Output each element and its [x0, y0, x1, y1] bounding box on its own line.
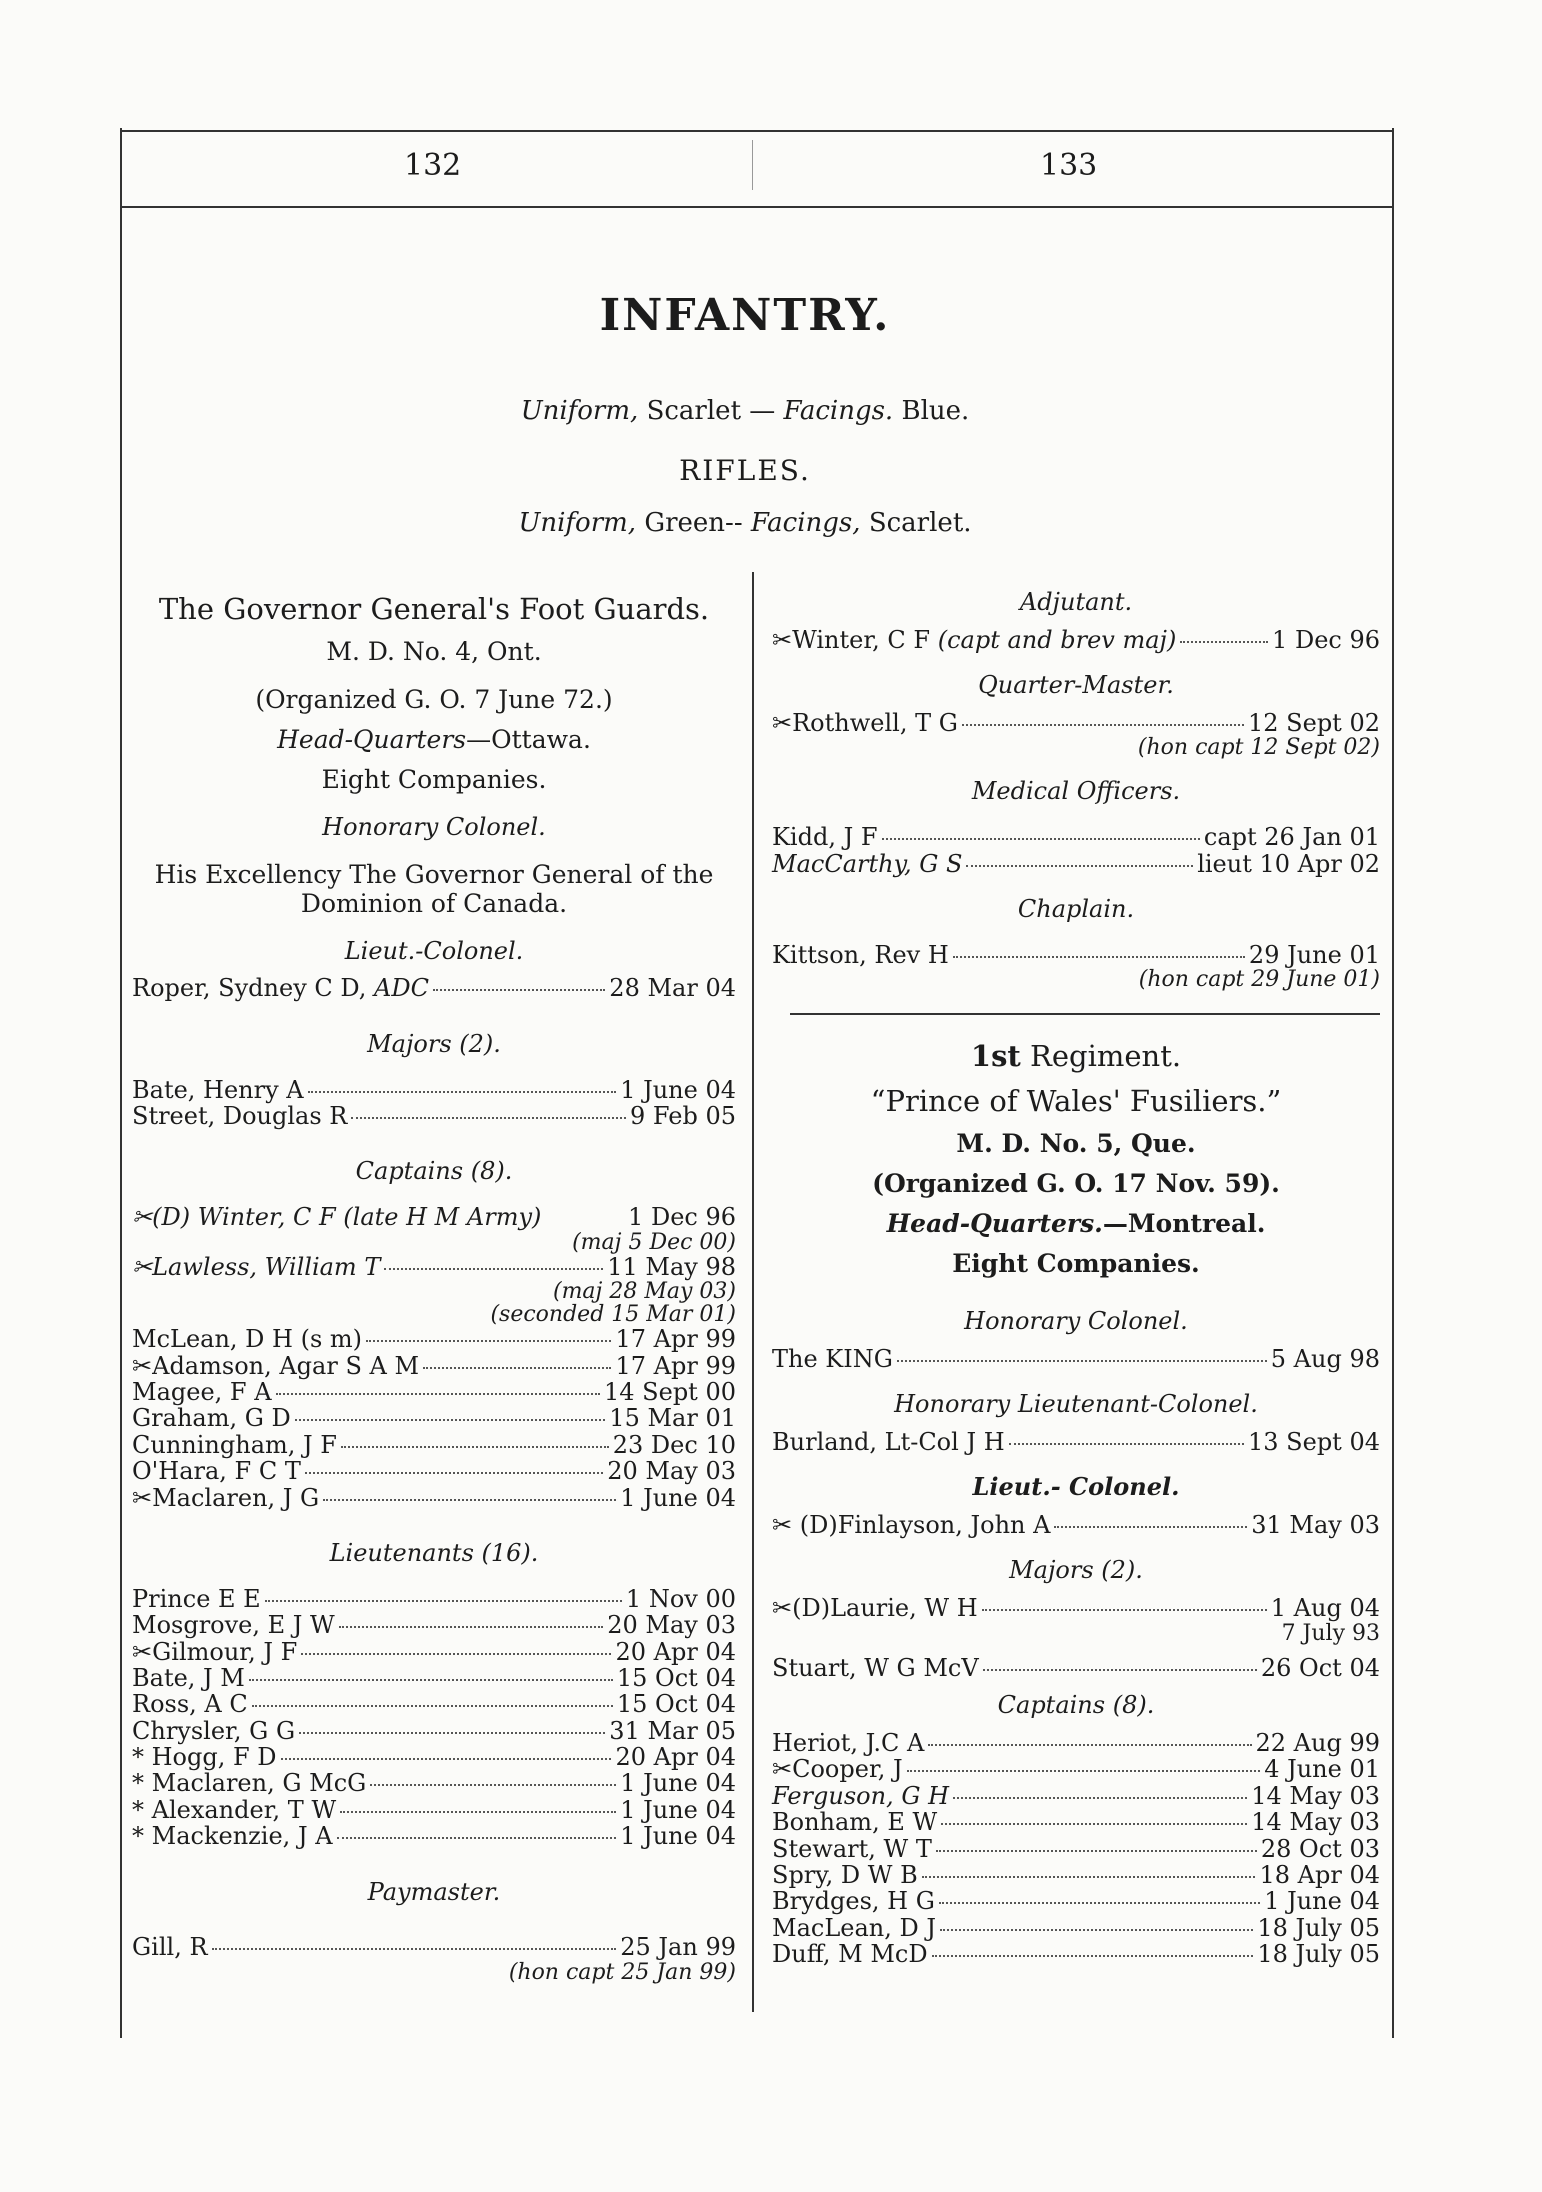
list-item — [132, 1797, 736, 1823]
entry-date: 22 Aug 99 — [1255, 1728, 1380, 1757]
left-md: M. D. No. 4, Ont. — [326, 636, 542, 666]
left-captains-list — [132, 1326, 736, 1511]
rifles-facings-value: Scarlet. — [868, 508, 972, 538]
entry-date: 20 May 03 — [607, 1611, 736, 1640]
entry-name: ✂Rothwell, T G — [772, 708, 958, 737]
captain-lawless-entry — [132, 1254, 736, 1280]
left-paymaster-note: (hon capt 25 Jan 99) — [508, 1959, 736, 1985]
leader-dots — [928, 1744, 1251, 1746]
right-md: M. D. No. 5, Que. — [956, 1128, 1196, 1158]
leader-dots — [308, 1091, 617, 1093]
list-item — [132, 1586, 736, 1612]
entry-date: 23 Dec 10 — [612, 1430, 736, 1459]
right-major-laurie-entry — [772, 1595, 1380, 1621]
rifles-uniform-label: Uniform, — [518, 508, 637, 538]
entry-name: Spry, D W B — [772, 1860, 918, 1889]
right-major-stuart-entry — [772, 1655, 1380, 1681]
list-item — [772, 1809, 1380, 1835]
entry-date: 17 Apr 99 — [615, 1351, 736, 1380]
entry-name: MacLean, D J — [772, 1913, 936, 1942]
entry-name: Brydges, H G — [772, 1887, 935, 1916]
rifles-title: RIFLES. — [679, 454, 811, 487]
entry-date: 29 June 01 — [1248, 940, 1380, 969]
entry-date: 14 May 03 — [1251, 1808, 1380, 1837]
list-item — [132, 1353, 736, 1379]
leader-dots — [337, 1837, 617, 1839]
left-majors-list — [132, 1077, 736, 1130]
leader-dots — [212, 1948, 617, 1950]
entry-date: capt 26 Jan 01 — [1203, 823, 1380, 852]
regiment-separator — [790, 1013, 1380, 1015]
left-honorary-colonel-heading: Honorary Colonel. — [322, 812, 546, 841]
right-qm-note: (hon capt 12 Sept 02) — [1137, 735, 1380, 761]
leader-dots — [940, 1929, 1253, 1931]
leader-dots — [370, 1784, 616, 1786]
right-hq-label: Head-Quarters. — [886, 1208, 1103, 1238]
left-companies: Eight Companies. — [321, 764, 547, 794]
entry-name: Bate, Henry A — [132, 1075, 304, 1104]
entry-name: ✂(D)Laurie, W H — [772, 1594, 978, 1623]
entry-date: 18 July 05 — [1257, 1913, 1380, 1942]
entry-date: 20 Apr 04 — [615, 1637, 736, 1666]
list-item — [132, 1639, 736, 1665]
entry-date: 26 Oct 04 — [1260, 1653, 1380, 1682]
entry-date: 4 June 01 — [1264, 1755, 1380, 1784]
leader-dots — [366, 1340, 611, 1342]
rifles-uniform-value: Green-- — [644, 508, 743, 538]
uniform-label: Uniform, — [520, 396, 639, 426]
list-item — [772, 1915, 1380, 1941]
entry-date: 15 Oct 04 — [616, 1663, 736, 1692]
left-lt-col-entry — [132, 975, 736, 1001]
entry-date: 28 Mar 04 — [609, 974, 736, 1003]
entry-name: Ross, A C — [132, 1690, 248, 1719]
left-hq-label: Head-Quarters — [277, 724, 467, 754]
right-column — [772, 588, 1380, 1967]
leader-dots — [341, 1446, 609, 1448]
leader-dots — [281, 1758, 612, 1760]
entry-name: ✂Gilmour, J F — [132, 1637, 298, 1666]
list-item — [132, 1823, 736, 1849]
list-item — [772, 1888, 1380, 1914]
list-item — [132, 1612, 736, 1638]
entry-date: 1 Dec 96 — [628, 1203, 736, 1232]
entry-name: Duff, M McD — [772, 1940, 928, 1969]
entry-date: 1 Aug 04 — [1270, 1594, 1380, 1623]
left-hq-value: —Ottawa. — [466, 724, 591, 754]
facings-label: Facings. — [783, 396, 894, 426]
entry-date: 13 Sept 04 — [1248, 1427, 1380, 1456]
list-item — [132, 1485, 736, 1511]
right-major-laurie-date2: 7 July 93 — [1281, 1620, 1380, 1646]
uniform-line — [0, 396, 1490, 426]
list-item — [772, 824, 1380, 850]
leader-dots — [299, 1732, 605, 1734]
entry-name: Ferguson, G H — [772, 1781, 950, 1810]
right-hon-lt-col-entry — [772, 1429, 1380, 1455]
unit-name-foot-guards: The Governor General's Foot Guards. — [158, 592, 710, 626]
right-companies: Eight Companies. — [952, 1248, 1200, 1278]
left-honorary-colonel-line1: His Excellency The Governor General of the — [154, 859, 714, 889]
entry-name: * Alexander, T W — [132, 1795, 337, 1824]
left-paymaster-heading: Paymaster. — [367, 1877, 501, 1906]
right-organized: (Organized G. O. 17 Nov. 59). — [872, 1168, 1280, 1198]
entry-date: 1 June 04 — [620, 1483, 736, 1512]
entry-date: 25 Jan 99 — [620, 1933, 736, 1962]
leader-dots — [295, 1419, 606, 1421]
left-organized: (Organized G. O. 7 June 72.) — [255, 684, 613, 714]
entry-name: Gill, R — [132, 1933, 208, 1962]
right-hq-value: —Montreal. — [1102, 1208, 1266, 1238]
leader-dots — [882, 838, 1200, 840]
captain-winter-entry — [132, 1204, 736, 1230]
entry-name: ✂Adamson, Agar S A M — [132, 1351, 420, 1380]
entry-date: 1 Nov 00 — [625, 1584, 736, 1613]
entry-date: 9 Feb 05 — [630, 1101, 736, 1130]
leader-dots — [897, 1360, 1267, 1362]
entry-date: 1 June 04 — [1264, 1887, 1380, 1916]
facings-value: Blue. — [901, 396, 970, 426]
entry-date: 1 June 04 — [620, 1795, 736, 1824]
list-item — [132, 1665, 736, 1691]
entry-date: 15 Oct 04 — [616, 1690, 736, 1719]
entry-name: O'Hara, F C T — [132, 1457, 301, 1486]
entry-name: Kittson, Rev H — [772, 940, 949, 969]
entry-name: Stewart, W T — [772, 1834, 932, 1863]
rifles-uniform-line — [0, 508, 1490, 538]
leader-dots — [265, 1600, 622, 1602]
list-item — [772, 851, 1380, 877]
left-paymaster-entry — [132, 1934, 736, 1960]
list-item — [132, 1718, 736, 1744]
leader-dots — [962, 724, 1244, 726]
entry-date: 1 June 04 — [620, 1075, 736, 1104]
entry-name: Bate, J M — [132, 1663, 245, 1692]
entry-name: Magee, F A — [132, 1378, 272, 1406]
entry-date: 28 Oct 03 — [1260, 1834, 1380, 1863]
entry-name: * Mackenzie, J A — [132, 1822, 333, 1851]
list-item — [772, 1862, 1380, 1888]
right-hon-lt-col-heading: Honorary Lieutenant-Colonel. — [894, 1390, 1258, 1419]
leader-dots — [922, 1876, 1256, 1878]
list-item — [132, 1691, 736, 1717]
entry-date: 14 Sept 00 — [604, 1378, 736, 1406]
leader-dots — [907, 1770, 1261, 1772]
right-qm-heading: Quarter-Master. — [978, 671, 1174, 700]
leader-dots — [323, 1499, 616, 1501]
entry-name: ✂Maclaren, J G — [132, 1483, 320, 1512]
right-hq — [772, 1209, 1380, 1239]
leader-dots — [384, 1268, 603, 1270]
entry-name: Cunningham, J F — [132, 1430, 337, 1459]
page-number-left: 132 — [404, 148, 462, 183]
entry-name: * Hogg, F D — [132, 1743, 277, 1772]
entry-date: 18 July 05 — [1257, 1940, 1380, 1969]
list-item — [772, 1730, 1380, 1756]
list-item — [132, 1744, 736, 1770]
left-lieutenants-heading: Lieutenants (16). — [329, 1538, 539, 1567]
page-title: INFANTRY. — [599, 290, 891, 341]
right-honorary-colonel-heading: Honorary Colonel. — [964, 1306, 1188, 1335]
list-item — [132, 1103, 736, 1129]
list-item — [132, 1458, 736, 1484]
entry-name: ✂(D) Winter, C F (late H M Army) — [132, 1203, 542, 1232]
entry-date: 12 Sept 02 — [1248, 708, 1380, 737]
right-honorary-colonel-entry — [772, 1346, 1380, 1372]
page-number-right: 133 — [1040, 148, 1098, 183]
leader-dots — [423, 1367, 611, 1369]
entry-date: 31 May 03 — [1251, 1511, 1380, 1540]
entry-date: 5 Aug 98 — [1270, 1344, 1380, 1373]
right-captains-list — [772, 1730, 1380, 1968]
left-captains-heading: Captains (8). — [355, 1157, 513, 1186]
regiment-name: “Prince of Wales' Fusiliers.” — [870, 1084, 1282, 1119]
list-item — [772, 1756, 1380, 1782]
entry-name: ✂ (D)Finlayson, John A — [772, 1511, 1051, 1540]
list-item — [132, 1379, 736, 1405]
list-item — [772, 1836, 1380, 1862]
leader-dots — [301, 1653, 611, 1655]
entry-date: 17 Apr 99 — [615, 1325, 736, 1354]
leader-dots — [966, 865, 1193, 867]
entry-date: 1 Dec 96 — [1272, 625, 1380, 654]
entry-name: ✂Winter, C F (capt and brev maj) — [772, 625, 1177, 654]
leader-dots — [433, 989, 605, 991]
leader-dots — [1180, 641, 1268, 643]
entry-date: 20 May 03 — [607, 1457, 736, 1486]
list-item — [132, 1405, 736, 1431]
left-lt-col-heading: Lieut.-Colonel. — [344, 936, 524, 965]
leader-dots — [305, 1472, 603, 1474]
right-adjutant-entry — [772, 627, 1380, 653]
header-rule — [120, 206, 1392, 208]
left-column — [132, 588, 736, 1984]
left-lieutenants-list — [132, 1586, 736, 1850]
entry-name: * Maclaren, G McG — [132, 1769, 367, 1798]
entry-name: ✂Lawless, William T — [132, 1252, 381, 1281]
right-medical-heading: Medical Officers. — [971, 777, 1181, 806]
leader-dots — [252, 1705, 613, 1707]
list-item — [132, 1432, 736, 1458]
entry-name: Kidd, J F — [772, 823, 878, 852]
entry-name: Burland, Lt-Col J H — [772, 1427, 1005, 1456]
entry-name: Prince E E — [132, 1584, 261, 1613]
right-qm-entry — [772, 710, 1380, 736]
leader-dots — [936, 1850, 1257, 1852]
right-captains-heading: Captains (8). — [997, 1691, 1155, 1720]
right-medical-list — [772, 824, 1380, 877]
uniform-value: Scarlet — [646, 396, 742, 426]
leader-dots — [351, 1117, 626, 1119]
entry-name: McLean, D H (s m) — [132, 1325, 363, 1354]
leader-dots — [953, 956, 1245, 958]
entry-date: 18 Apr 04 — [1259, 1860, 1380, 1889]
captain-winter-note: (maj 5 Dec 00) — [572, 1229, 736, 1255]
entry-name: Chrysler, G G — [132, 1716, 296, 1745]
right-chaplain-note: (hon capt 29 June 01) — [1138, 967, 1380, 993]
right-chaplain-heading: Chaplain. — [1017, 895, 1135, 924]
leader-dots — [941, 1823, 1247, 1825]
regiment-word: Regiment. — [1030, 1039, 1182, 1074]
column-divider — [752, 572, 754, 2012]
leader-dots — [1009, 1443, 1244, 1445]
leader-dots — [249, 1679, 613, 1681]
list-item — [772, 1783, 1380, 1809]
entry-date: 1 June 04 — [620, 1769, 736, 1798]
entry-name: MacCarthy, G S — [772, 849, 963, 878]
entry-name: Street, Douglas R — [132, 1101, 348, 1130]
leader-dots — [953, 1797, 1247, 1799]
left-honorary-colonel-line2: Dominion of Canada. — [300, 889, 568, 919]
entry-name: Heriot, J.C A — [772, 1728, 925, 1757]
leader-dots — [339, 1626, 604, 1628]
leader-dots — [276, 1393, 600, 1395]
regiment-heading — [772, 1039, 1380, 1074]
entry-name: Roper, Sydney C D, ADC — [132, 974, 429, 1003]
entry-date: 15 Mar 01 — [609, 1404, 736, 1433]
entry-name: Bonham, E W — [772, 1808, 938, 1837]
leader-dots — [1054, 1526, 1247, 1528]
entry-date: 20 Apr 04 — [615, 1743, 736, 1772]
list-item — [132, 1077, 736, 1103]
entry-name: Stuart, W G McV — [772, 1653, 979, 1682]
uniform-dash: — — [749, 396, 776, 426]
right-majors-heading: Majors (2). — [1009, 1556, 1143, 1585]
entry-date: lieut 10 Apr 02 — [1197, 849, 1380, 878]
left-hq — [132, 725, 736, 755]
right-lt-col-heading: Lieut.- Colonel. — [972, 1472, 1180, 1502]
entry-date: 1 June 04 — [620, 1822, 736, 1851]
right-chaplain-entry — [772, 942, 1380, 968]
entry-name: The KING — [772, 1344, 893, 1373]
header-divider — [752, 140, 753, 190]
captain-lawless-note2: (seconded 15 Mar 01) — [490, 1302, 736, 1328]
leader-dots — [340, 1811, 616, 1813]
list-item — [132, 1770, 736, 1796]
list-item — [772, 1941, 1380, 1967]
right-lt-col-entry — [772, 1512, 1380, 1538]
list-item — [132, 1326, 736, 1352]
left-majors-heading: Majors (2). — [367, 1029, 501, 1058]
leader-dots — [932, 1955, 1254, 1957]
entry-date: 11 May 98 — [607, 1252, 736, 1281]
leader-dots — [939, 1902, 1260, 1904]
entry-name: Graham, G D — [132, 1404, 291, 1433]
captain-lawless-note1: (maj 28 May 03) — [552, 1279, 736, 1305]
entry-date: 31 Mar 05 — [609, 1716, 736, 1745]
rifles-facings-label: Facings, — [750, 508, 861, 538]
regiment-ordinal: 1st — [970, 1039, 1021, 1074]
right-adjutant-heading: Adjutant. — [1019, 588, 1133, 616]
leader-dots — [983, 1669, 1257, 1671]
entry-name: ✂Cooper, J — [772, 1755, 903, 1784]
entry-name: Mosgrove, E J W — [132, 1611, 335, 1640]
entry-date: 14 May 03 — [1251, 1781, 1380, 1810]
leader-dots — [982, 1609, 1267, 1611]
